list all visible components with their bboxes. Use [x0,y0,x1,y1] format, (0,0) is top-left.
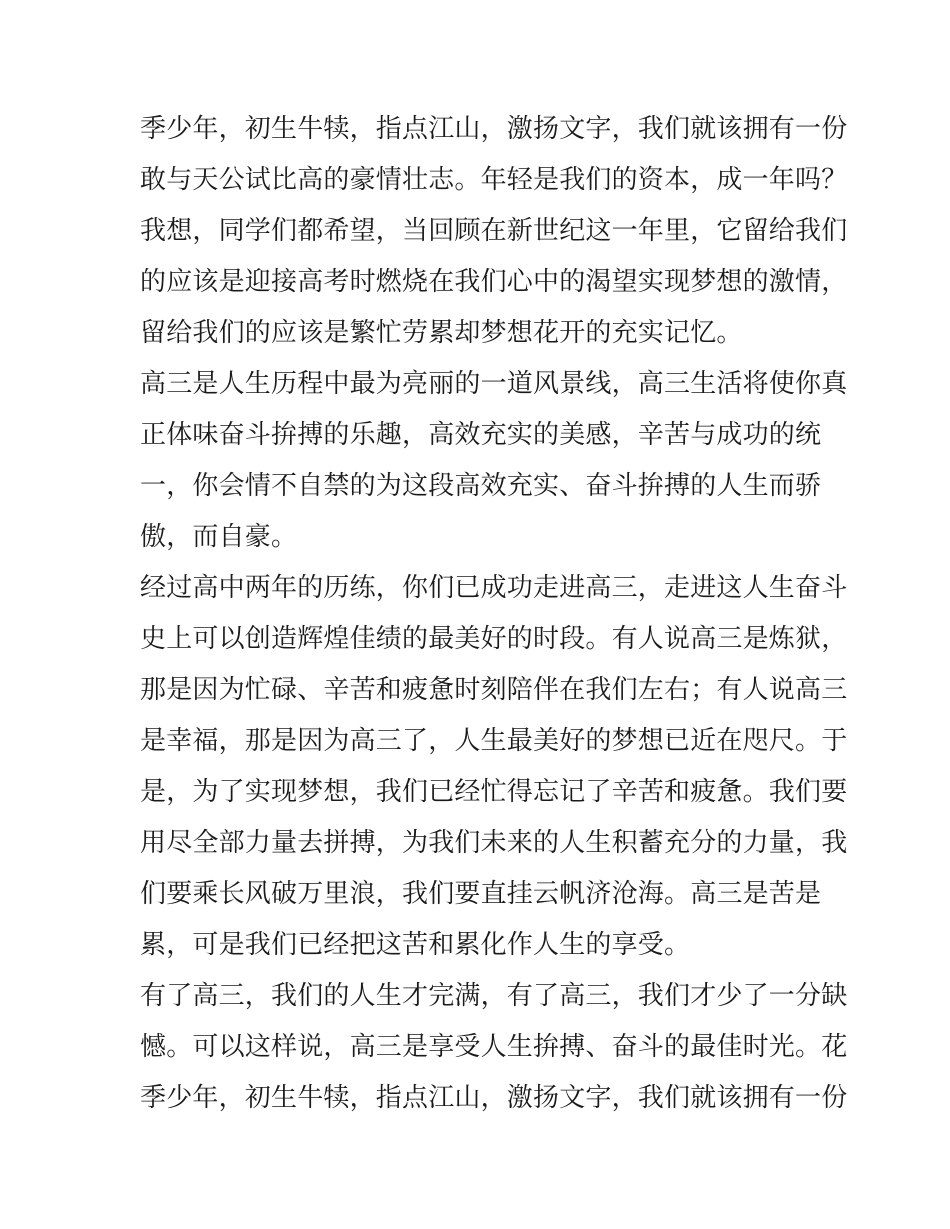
text-line: 我想，同学们都希望，当回顾在新世纪这一年里，它留给我们 [140,216,848,246]
text-line: 一，你会情不自禁的为这段高效充实、奋斗拚搏的人生而骄 [140,471,822,501]
text-line: 傲，而自豪。 [140,522,298,552]
text-line: 憾。可以这样说，高三是享受人生拚搏、奋斗的最佳时光。花 [140,1032,848,1062]
text-line: 是，为了实现梦想，我们已经忙得忘记了辛苦和疲惫。我们要 [140,777,848,807]
body-text [140,104,848,1124]
text-line: 留给我们的应该是繁忙劳累却梦想花开的充实记忆。 [140,318,743,348]
text-line: 正体味奋斗拚搏的乐趣，高效充实的美感，辛苦与成功的统 [140,420,822,450]
text-line: 季少年，初生牛犊，指点江山，激扬文字，我们就该拥有一份 [140,114,848,144]
text-line: 敢与天公试比高的豪情壮志。年轻是我们的资本，成一年吗？ [140,165,848,195]
text-line: 高三是人生历程中最为亮丽的一道风景线，高三生活将使你真 [140,369,848,399]
text-line: 们要乘长风破万里浪，我们要直挂云帆济沧海。高三是苦是 [140,879,822,909]
text-line: 的应该是迎接高考时燃烧在我们心中的渴望实现梦想的激情， [140,267,848,297]
text-line: 那是因为忙碌、辛苦和疲惫时刻陪伴在我们左右；有人说高三 [140,675,848,705]
text-line: 经过高中两年的历练，你们已成功走进高三，走进这人生奋斗 [140,573,848,603]
text-line: 史上可以创造辉煌佳绩的最美好的时段。有人说高三是炼狱， [140,624,848,654]
text-line: 有了高三，我们的人生才完满，有了高三，我们才少了一分缺 [140,981,848,1011]
text-line: 季少年，初生牛犊，指点江山，激扬文字，我们就该拥有一份 [140,1083,848,1113]
text-line: 累，可是我们已经把这苦和累化作人生的享受。 [140,930,691,960]
text-line: 是幸福，那是因为高三了，人生最美好的梦想已近在咫尺。于 [140,726,848,756]
text-line: 用尽全部力量去拼搏，为我们未来的人生积蓄充分的力量，我 [140,828,848,858]
